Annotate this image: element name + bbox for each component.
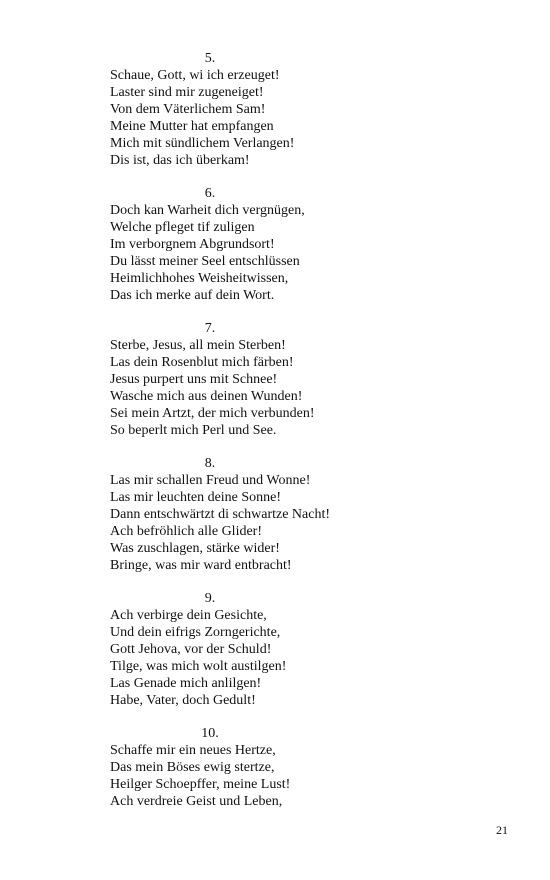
verse-line: Las Genade mich anlilgen! bbox=[110, 676, 262, 691]
verse-line: Welche pfleget tif zuligen bbox=[110, 220, 255, 235]
verse-line: Mich mit sündlichem Verlangen! bbox=[110, 136, 295, 151]
stanza-5 bbox=[110, 50, 370, 169]
verse-line: Meine Mutter hat empfangen bbox=[110, 119, 274, 134]
stanza-8 bbox=[110, 455, 370, 574]
verse-line: Dis ist, das ich überkam! bbox=[110, 153, 250, 168]
verse-line: Wasche mich aus deinen Wunden! bbox=[110, 389, 303, 404]
verse-line: Tilge, was mich wolt austilgen! bbox=[110, 659, 287, 674]
verse-line: Ach verbirge dein Gesichte, bbox=[110, 608, 267, 623]
verse-line: Und dein eifrigs Zorngerichte, bbox=[110, 625, 281, 640]
poem-page bbox=[110, 50, 370, 826]
verse-line: Schaue, Gott, wi ich erzeuget! bbox=[110, 68, 280, 83]
verse-line: Bringe, was mir ward entbracht! bbox=[110, 558, 292, 573]
verse-line: Ach befröhlich alle Glider! bbox=[110, 524, 262, 539]
verse-line: Was zuschlagen, stärke wider! bbox=[110, 541, 280, 556]
verse-line: Im verborgnem Abgrundsort! bbox=[110, 237, 275, 252]
verse-line: Von dem Väterlichem Sam! bbox=[110, 102, 266, 117]
verse-line: Doch kan Warheit dich vergnügen, bbox=[110, 203, 305, 218]
verse-line: Las dein Rosenblut mich färben! bbox=[110, 355, 294, 370]
verse-line: Heimlichhohes Weisheitwissen, bbox=[110, 271, 289, 286]
stanza-9 bbox=[110, 590, 370, 709]
stanza-number: 8. bbox=[204, 456, 216, 471]
stanza-number: 6. bbox=[204, 186, 216, 201]
verse-line: Das mein Böses ewig stertze, bbox=[110, 760, 275, 775]
verse-line: Sterbe, Jesus, all mein Sterben! bbox=[110, 338, 286, 353]
verse-line: Schaffe mir ein neues Hertze, bbox=[110, 743, 276, 758]
stanza-6 bbox=[110, 185, 370, 304]
verse-line: Laster sind mir zugeneiget! bbox=[110, 85, 264, 100]
verse-line: Das ich merke auf dein Wort. bbox=[110, 288, 275, 303]
stanza-10 bbox=[110, 725, 370, 810]
verse-line: Gott Jehova, vor der Schuld! bbox=[110, 642, 272, 657]
stanza-number: 10. bbox=[201, 726, 219, 741]
verse-line: Las mir schallen Freud und Wonne! bbox=[110, 473, 311, 488]
stanza-number: 5. bbox=[204, 51, 216, 66]
verse-line: Heilger Schoepffer, meine Lust! bbox=[110, 777, 291, 792]
verse-line: Dann entschwärtzt di schwartze Nacht! bbox=[110, 507, 331, 522]
page-number: 21 bbox=[496, 823, 508, 837]
verse-line: Jesus purpert uns mit Schnee! bbox=[110, 372, 278, 387]
verse-line: Habe, Vater, doch Gedult! bbox=[110, 693, 256, 708]
verse-line: Ach verdreie Geist und Leben, bbox=[110, 794, 283, 809]
verse-line: Sei mein Artzt, der mich verbunden! bbox=[110, 406, 315, 421]
verse-line: Du lässt meiner Seel entschlüssen bbox=[110, 254, 300, 269]
verse-line: So beperlt mich Perl und See. bbox=[110, 423, 277, 438]
stanza-7 bbox=[110, 320, 370, 439]
stanza-number: 9. bbox=[204, 591, 216, 606]
stanza-number: 7. bbox=[204, 321, 216, 336]
verse-line: Las mir leuchten deine Sonne! bbox=[110, 490, 282, 505]
